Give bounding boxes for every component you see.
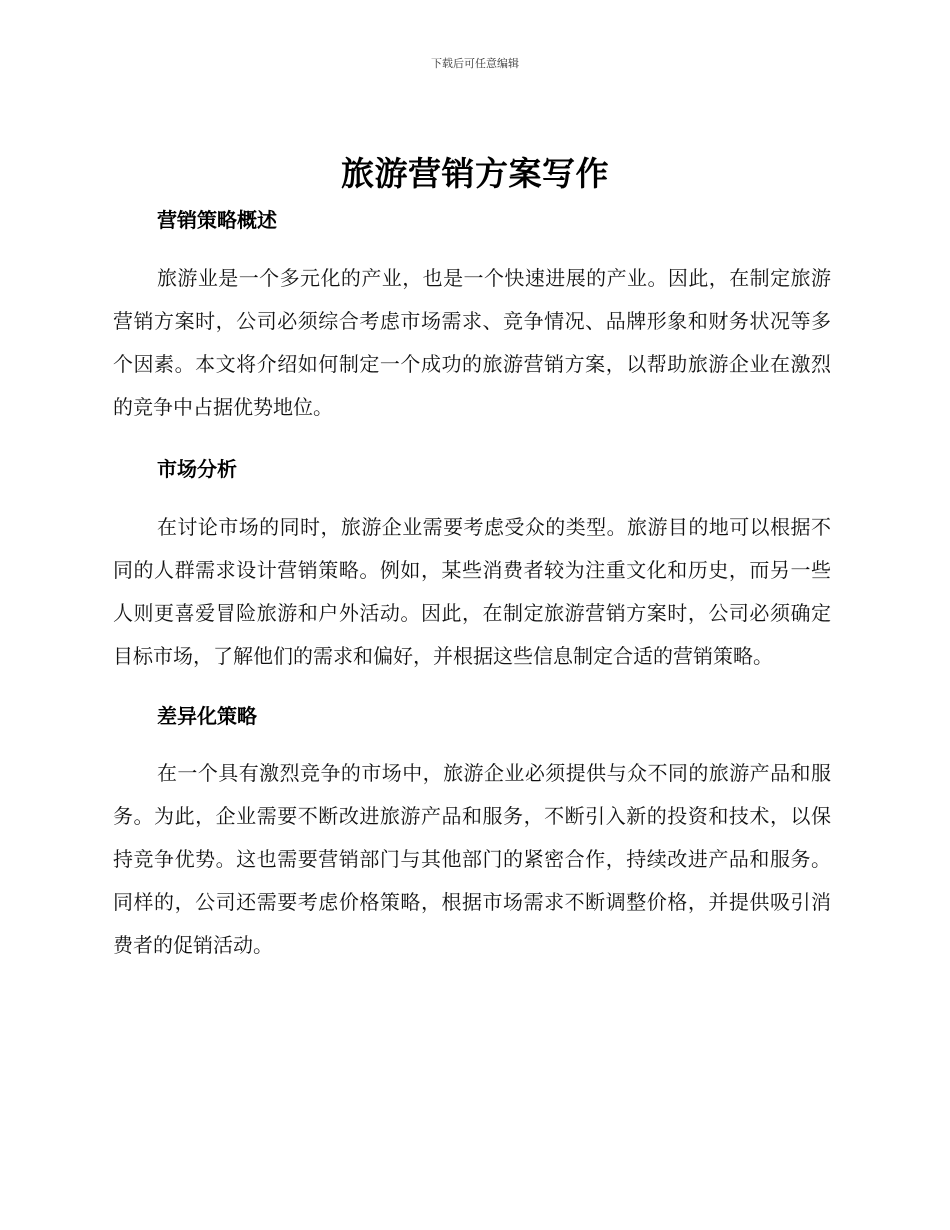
section-body: 在一个具有激烈竞争的市场中，旅游企业必须提供与众不同的旅游产品和服务。为此，企业需要不断改进旅游产品和服务，不断引入新的投资和技术，以保持竞争优势。这也需要营销部门与其他部门的紧密合作，持续改进产品和服务。同样的，公司还需要考虑价格策略，根据市场需求不断调整价格，并提供吸引消费者的促销活动。 [113, 761, 831, 957]
section-heading: 市场分析 [157, 457, 237, 481]
section-differentiation-strategy [113, 701, 831, 967]
section-body: 在讨论市场的同时，旅游企业需要考虑受众的类型。旅游目的地可以根据不同的人群需求设计营销策略。例如，某些消费者较为注重文化和历史，而另一些人则更喜爱冒险旅游和户外活动。因此，在制定旅游营销方案时，公司必须确定目标市场，了解他们的需求和偏好，并根据这些信息制定合适的营销策略。 [113, 515, 831, 668]
header-note: 下载后可任意编辑 [431, 57, 519, 70]
section-market-analysis [113, 454, 831, 678]
document-title: 旅游营销方案写作 [341, 154, 609, 193]
section-body: 旅游业是一个多元化的产业，也是一个快速进展的产业。因此，在制定旅游营销方案时，公司必须综合考虑市场需求、竞争情况、品牌形象和财务状况等多个因素。本文将介绍如何制定一个成功的旅游营销方案，以帮助旅游企业在激烈的竞争中占据优势地位。 [113, 266, 831, 419]
section-heading: 差异化策略 [157, 704, 257, 728]
section-marketing-overview [113, 205, 831, 429]
document-content [113, 205, 831, 967]
section-heading: 营销策略概述 [157, 208, 277, 232]
